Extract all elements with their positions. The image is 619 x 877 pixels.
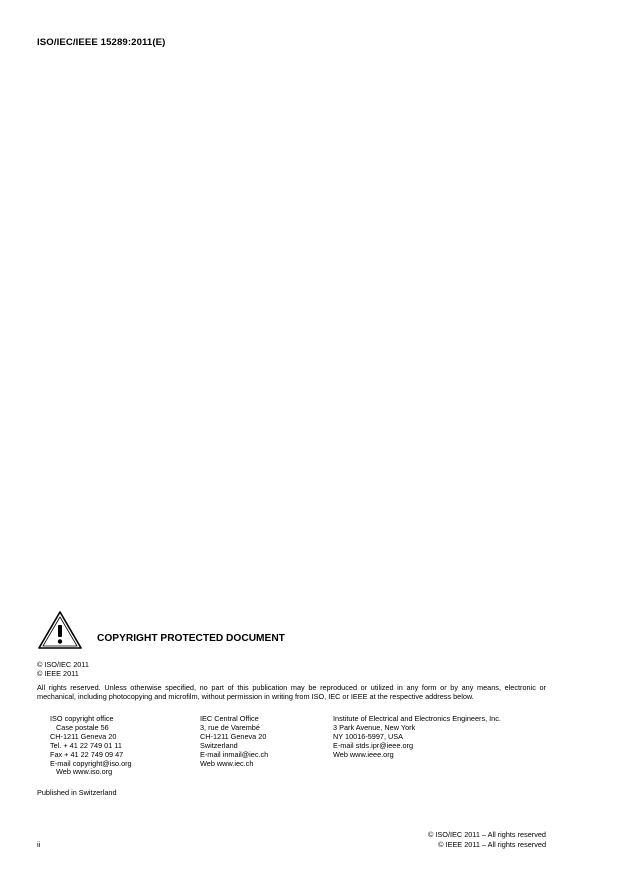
iec-address-line: CH-1211 Geneva 20 <box>200 731 267 741</box>
iso-web-link[interactable]: Web www.iso.org <box>56 767 113 777</box>
iso-address-line: CH-1211 Geneva 20 <box>50 731 117 741</box>
iec-address-line: IEC Central Office <box>200 714 259 723</box>
copyright-line-ieee: © IEEE 2011 <box>37 669 79 679</box>
ieee-address-line: 3 Park Avenue, New York <box>333 722 416 732</box>
iso-address-line: ISO copyright office <box>50 714 114 723</box>
iec-address <box>200 715 268 768</box>
ieee-address <box>333 715 501 760</box>
footer-rights-isoiec: © ISO/IEC 2011 – All rights reserved <box>428 830 546 839</box>
iec-address-line: Switzerland <box>200 740 238 750</box>
copyright-title: COPYRIGHT PROTECTED DOCUMENT <box>97 633 285 644</box>
iso-address-line: Case postale 56 <box>56 722 109 732</box>
copyright-line-isoiec: © ISO/IEC 2011 <box>37 660 89 669</box>
rights-statement: All rights reserved. Unless otherwise specified, no part of this publication may be reproduced or utilized in any form or by any means, electronic or mechanical, including photocopying and microfilm, without permission in writing from ISO, IEC or IEEE at the respective address below. <box>37 683 546 701</box>
ieee-web-link[interactable]: Web www.ieee.org <box>333 749 394 759</box>
iec-web-link[interactable]: Web www.iec.ch <box>200 758 254 768</box>
copyright-lines <box>37 660 89 678</box>
warning-triangle-icon <box>37 610 83 650</box>
ieee-email-link[interactable]: E-mail stds.ipr@ieee.org <box>333 740 413 750</box>
published-in: Published in Switzerland <box>37 788 117 797</box>
iec-address-line: 3, rue de Varembé <box>200 722 260 732</box>
iso-email-link[interactable]: E-mail copyright@iso.org <box>50 758 132 768</box>
iso-address-line: Tel. + 41 22 749 01 11 <box>50 740 122 750</box>
footer-rights <box>428 830 546 849</box>
footer-rights-ieee: © IEEE 2011 – All rights reserved <box>438 839 546 849</box>
iso-address <box>50 715 132 777</box>
ieee-address-line: NY 10016-5997, USA <box>333 731 404 741</box>
iec-email-link[interactable]: E-mail inmail@iec.ch <box>200 749 269 759</box>
document-id-header: ISO/IEC/IEEE 15289:2011(E) <box>37 37 166 48</box>
ieee-address-line: Institute of Electrical and Electronics Engineers, Inc. <box>333 714 501 723</box>
copyright-warning-block <box>37 610 557 650</box>
page-number: ii <box>37 840 41 849</box>
iso-address-line: Fax + 41 22 749 09 47 <box>50 749 124 759</box>
